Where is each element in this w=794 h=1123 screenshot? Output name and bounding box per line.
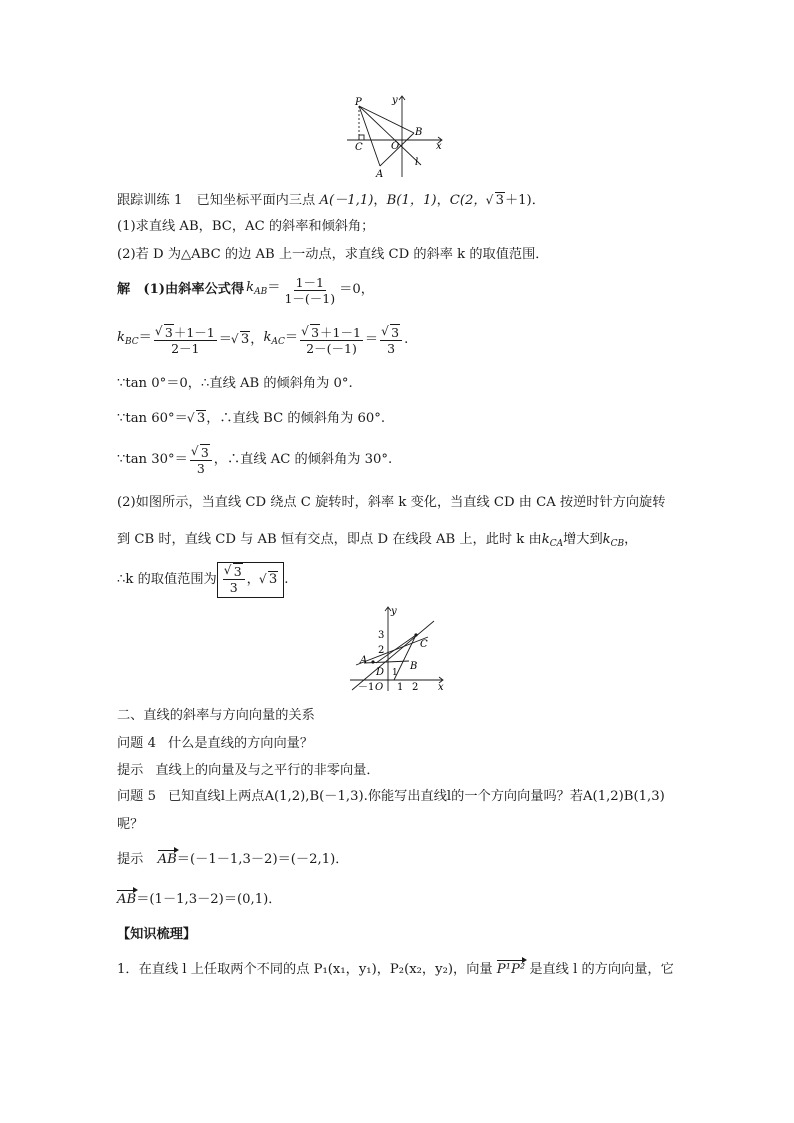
label-3: 3 bbox=[378, 630, 385, 641]
range-line: ∴k 的取值范围为 √ $\frac{3}{3}$ ，√ 3 . bbox=[117, 560, 288, 600]
knowledge-heading: 【知识梳理】 bbox=[117, 927, 197, 942]
vector-ab: AB bbox=[157, 852, 177, 867]
label-tick1: 1 bbox=[397, 682, 404, 693]
solution-head: 解 (1)由斜率公式得 bbox=[117, 282, 245, 297]
exercise-title: 跟踪训练 1 bbox=[117, 193, 183, 208]
label-tick2: 2 bbox=[412, 682, 419, 693]
hint-5 bbox=[117, 851, 348, 869]
hint-5-eq: ＝(－1－1,3－2)＝(－2,1)． bbox=[176, 852, 349, 867]
kac-result-fraction: √ $\frac{3}{3}$ bbox=[380, 325, 402, 356]
label-2: 2 bbox=[378, 645, 385, 656]
question-5-text: 已知直线l上两点A(1,2),B(－1,3).你能写出直线l的一个方向向量吗？若A(1,2)B(1,3) bbox=[167, 789, 665, 804]
point-b: B(1，1) bbox=[386, 193, 437, 208]
vector-ab-2: AB bbox=[117, 892, 137, 907]
part2-line1: (2)如图所示，当直线 CD 绕点 C 旋转时，斜率 k 变化，当直线 CD 由 CA 按逆时针方向旋转 bbox=[117, 495, 666, 510]
point-C-2 bbox=[414, 633, 417, 636]
tan30-line: ∵tan 30°＝ √ $\frac{3}{3}$ ，∴直线 AC 的倾斜角为 30°. bbox=[117, 442, 392, 478]
label-y-2: y bbox=[391, 606, 397, 617]
label-C: C bbox=[355, 142, 363, 153]
exercise-statement-text: 已知坐标平面内三点 bbox=[196, 193, 316, 208]
hint-4-text: 直线上的向量及与之平行的非零向量． bbox=[155, 763, 380, 778]
label-neg1: －1 bbox=[358, 682, 375, 693]
point-c-sqrt: √ 3 bbox=[487, 192, 505, 210]
point-c-post: ＋1)． bbox=[504, 193, 545, 208]
label-C-2: C bbox=[420, 639, 428, 650]
tan60-line: ∵tan 60°＝√ 3，∴直线 BC 的倾斜角为 60°. bbox=[117, 410, 385, 428]
question-2: (2)若 D 为△ABC 的边 AB 上一动点，求直线 CD 的斜率 k 的取值范围． bbox=[117, 247, 549, 262]
label-O-2: O bbox=[375, 682, 384, 693]
label-x-2: x bbox=[438, 682, 444, 693]
hint-4 bbox=[117, 762, 380, 780]
question-4-label: 问题 4 bbox=[117, 736, 156, 751]
label-1-y: 1 bbox=[392, 668, 398, 678]
solution-kbc-kac: $k_{BC}=$ √ $\frac{3+1-1}{2-1}$ ＝√ 3， $k_{AC}=$ √ $\frac{3+1-1}{2-(-1)}$ ＝ √ $\frac{3}{3}$ . bbox=[117, 320, 408, 360]
label-A-2: A bbox=[360, 655, 368, 666]
question-1: (1)求直线 AB，BC，AC 的斜率和倾斜角； bbox=[117, 219, 375, 234]
part2-line2: 到 CB 时，直线 CD 与 AB 恒有交点，即点 D 在线段 AB 上，此时 k 由$k_{CA}$增大到$k_{CB}$， bbox=[117, 532, 638, 549]
label-B-2: B bbox=[410, 661, 418, 672]
solution-kab: 解 (1)由斜率公式得 $k_{AB}=$ $\frac{1-1}{1-(-1)}$ ＝0， bbox=[117, 274, 374, 306]
label-y: y bbox=[392, 95, 398, 106]
kac-fraction: √ $\frac{3+1-1}{2-(-1)}$ bbox=[300, 325, 363, 356]
kbc-fraction: √ $\frac{3+1-1}{2-1}$ bbox=[154, 325, 217, 356]
hint-5-label: 提示 bbox=[117, 852, 144, 867]
kab-result: ＝0， bbox=[339, 282, 374, 297]
label-P: P bbox=[355, 97, 362, 108]
label-l: l bbox=[415, 157, 419, 168]
question-5 bbox=[117, 788, 665, 806]
vector-p1p2: P¹P² bbox=[496, 962, 526, 977]
point-A-2 bbox=[371, 660, 374, 663]
question-4-text: 什么是直线的方向向量？ bbox=[167, 736, 314, 751]
hint-4-label: 提示 bbox=[117, 763, 144, 778]
vector-ab-line bbox=[117, 891, 281, 909]
figure-2-diagram bbox=[346, 605, 450, 693]
vector-ab-eq: ＝(1－1,3－2)＝(0,1)． bbox=[136, 892, 282, 907]
label-x: x bbox=[436, 141, 442, 152]
exercise-statement: 跟踪训练 1 已知坐标平面内三点 A(－1,1)，B(1，1)，C(2，√ 3＋1)． bbox=[117, 192, 545, 210]
question-5-label: 问题 5 bbox=[117, 789, 156, 804]
kab-fraction: $\frac{1-1}{1-(-1)}$ bbox=[284, 274, 336, 306]
tan0-line: ∵tan 0°＝0，∴直线 AB 的倾斜角为 0°. bbox=[117, 376, 353, 391]
label-B: B bbox=[415, 127, 423, 138]
label-A: A bbox=[376, 169, 384, 179]
section-2-heading: 二、直线的斜率与方向向量的关系 bbox=[117, 708, 315, 723]
label-O: O bbox=[391, 141, 400, 152]
figure-1-diagram bbox=[345, 93, 450, 179]
label-D-2: D bbox=[376, 667, 385, 678]
question-4 bbox=[117, 735, 313, 753]
point-a: A(－1,1) bbox=[319, 193, 374, 208]
question-5-cont: 呢？ bbox=[117, 817, 144, 832]
knowledge-item-1: 1．在直线 l 上任取两个不同的点 P₁(x₁，y₁)，P₂(x₂，y₂)，向量 P¹P² 是直线 l 的方向向量，它 bbox=[117, 962, 674, 977]
point-c-pre: C(2， bbox=[449, 193, 487, 208]
